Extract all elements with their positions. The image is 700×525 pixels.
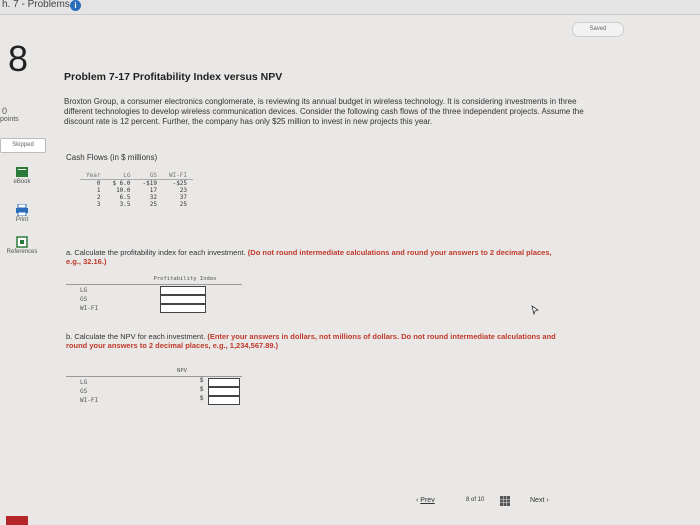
table-row: 0 $ 6.0 -$19 -$25 xyxy=(96,180,188,187)
npv-row-label: WI-FI xyxy=(80,397,99,404)
status-badge: Skipped xyxy=(0,138,46,153)
references-button[interactable] xyxy=(0,236,44,255)
npv-input-lg[interactable] xyxy=(208,378,240,387)
table-row: 1 10.0 17 23 xyxy=(96,187,188,194)
prev-button[interactable] xyxy=(416,497,435,504)
npv-row-label: GS xyxy=(80,388,88,395)
top-bar xyxy=(0,0,700,15)
table-row: 3 3.5 25 25 xyxy=(96,201,188,208)
chevron-left-icon: ‹ xyxy=(416,497,419,504)
saved-status: Saved xyxy=(572,22,624,37)
pi-input-lg[interactable] xyxy=(160,286,206,295)
npv-row-label: LG xyxy=(80,379,88,386)
part-b-question xyxy=(66,332,566,350)
table-header: WI-FI xyxy=(163,172,193,180)
brand-logo xyxy=(6,516,28,525)
ebook-label: eBook xyxy=(13,179,31,185)
next-label: Next xyxy=(530,497,545,504)
pi-column-header: Profitability Index xyxy=(153,276,217,282)
cash-flow-table xyxy=(80,172,193,208)
currency-symbol: $ xyxy=(200,387,204,393)
pi-row-label: GS xyxy=(80,296,88,303)
npv-input-wifi[interactable] xyxy=(208,396,240,405)
references-icon xyxy=(15,236,29,248)
mouse-cursor-icon xyxy=(530,305,540,315)
pi-divider xyxy=(66,284,242,285)
chevron-right-icon: › xyxy=(546,497,549,504)
print-button[interactable] xyxy=(0,204,44,223)
next-button[interactable] xyxy=(530,497,549,504)
part-b-text: b. Calculate the NPV for each investment. xyxy=(66,332,206,341)
book-icon xyxy=(15,166,29,178)
references-label: References xyxy=(6,249,38,255)
pi-row-label: LG xyxy=(80,287,88,294)
currency-symbol: $ xyxy=(200,396,204,402)
ebook-button[interactable] xyxy=(0,166,44,185)
part-a-instruction: (Do not round intermediate calculations and round your answers to 2 decimal places, e.g., 32.16.) xyxy=(66,248,552,266)
printer-icon xyxy=(15,204,29,216)
part-b-instruction: (Enter your answers in dollars, not millions of dollars. Do not round intermediate calculations and round your answers to 2 decimal places, e.g., 1,234,567.89.) xyxy=(66,332,556,350)
pi-row-label: WI-FI xyxy=(80,305,99,312)
breadcrumb[interactable]: h. 7 - Problems xyxy=(2,0,70,10)
points-label: points xyxy=(0,116,19,123)
points-value: 0 xyxy=(2,106,8,116)
question-number: 8 xyxy=(8,38,29,79)
table-header: LG xyxy=(106,172,136,180)
page-indicator[interactable]: 8 of 10 xyxy=(466,497,485,503)
npv-column-header: NPV xyxy=(177,368,187,374)
part-a-text: a. Calculate the profitability index for each investment. xyxy=(66,248,246,257)
table-header: Year xyxy=(80,172,106,180)
problem-intro: Broxton Group, a consumer electronics conglomerate, is reviewing its annual budget in wireless technology. It is considering investments in three different technologies to develop wireless communication devices. Consider the following cash flows of the three independent projects. Assume the discount rate is 12 percent. Further, the company has only $25 million to invest in new projects this year. xyxy=(64,97,584,126)
print-label: Print xyxy=(15,217,29,223)
pi-input-wifi[interactable] xyxy=(160,304,206,313)
prev-label: Prev xyxy=(420,497,435,504)
grid-icon[interactable] xyxy=(500,496,510,506)
pi-input-gs[interactable] xyxy=(160,295,206,304)
question-sidebar xyxy=(0,14,52,525)
npv-input-gs[interactable] xyxy=(208,387,240,396)
cash-flows-title: Cash Flows (in $ millions) xyxy=(66,153,158,162)
npv-divider xyxy=(66,376,242,377)
part-a-question xyxy=(66,248,566,266)
table-header: GS xyxy=(137,172,163,180)
table-row: 2 6.5 32 37 xyxy=(96,194,188,201)
problem-title: Problem 7-17 Profitability Index versus NPV xyxy=(64,71,283,83)
currency-symbol: $ xyxy=(200,378,204,384)
info-icon[interactable]: i xyxy=(70,0,81,11)
